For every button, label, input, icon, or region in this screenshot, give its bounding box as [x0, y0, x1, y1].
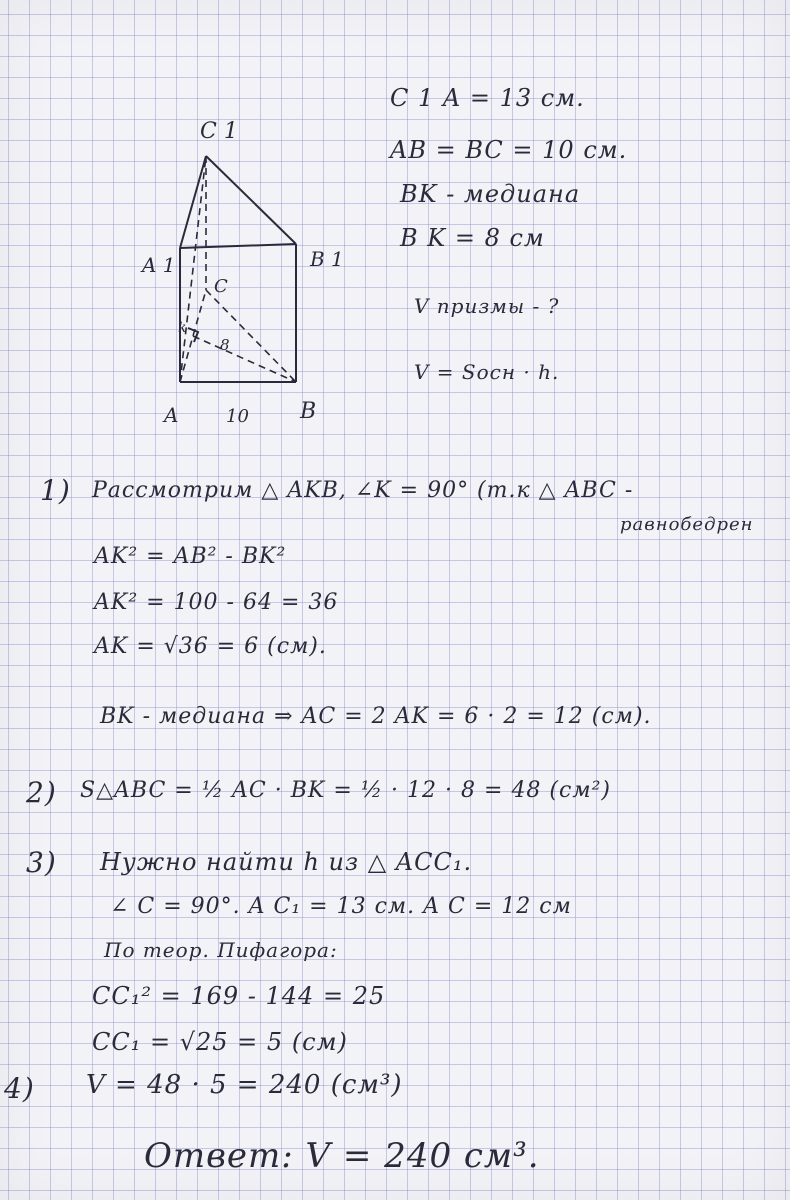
diag-a-c1	[180, 156, 206, 382]
label-bk-len: 8	[220, 336, 230, 354]
median-bk	[193, 336, 296, 382]
step-1-line-4: AK = √36 = 6 (см).	[94, 634, 327, 659]
label-c: C	[214, 276, 228, 297]
label-a1: A 1	[142, 253, 176, 277]
step-3-line-1: Нужно найти h из △ ACC₁.	[100, 848, 473, 876]
step-3-line-2: ∠ C = 90°. A C₁ = 13 см. A C = 12 см	[110, 894, 572, 919]
label-a: A	[164, 403, 179, 427]
step-1-line-1b: равнобедрен	[620, 514, 754, 535]
label-b1: B 1	[310, 247, 344, 271]
given-line-5: V призмы - ?	[414, 294, 560, 318]
label-b: B	[300, 399, 317, 424]
step-3-line-4: CC₁² = 169 - 144 = 25	[92, 982, 386, 1010]
step-2-number: 2)	[26, 776, 57, 809]
step-1-line-5: BK - медиана ⇒ AC = 2 AK = 6 · 2 = 12 (см).	[100, 704, 652, 729]
given-line-2: AB = BC = 10 см.	[390, 136, 628, 164]
step-1-number: 1)	[40, 474, 71, 507]
step-4-number: 4)	[4, 1072, 35, 1105]
given-line-6: V = Sосн · h.	[414, 360, 560, 384]
label-k: k	[178, 320, 187, 336]
step-1-line-1: Рассмотрим △ AKB, ∠K = 90° (т.к △ ABC -	[92, 478, 634, 503]
step-3-line-3: По теор. Пифагора:	[104, 938, 338, 962]
edge-a1-c1	[180, 156, 206, 248]
given-line-1: C 1 A = 13 см.	[390, 84, 585, 112]
answer-line: Ответ: V = 240 см³.	[144, 1136, 540, 1176]
step-2-line: S△ABC = ½ AC · BK = ½ · 12 · 8 = 48 (см²)	[80, 778, 611, 803]
edge-c1-b1	[206, 156, 296, 244]
step-4-line: V = 48 · 5 = 240 (см³)	[86, 1070, 403, 1100]
step-1-line-2: AK² = AB² - BK²	[94, 544, 287, 569]
label-ab-len: 10	[226, 406, 249, 427]
step-3-number: 3)	[26, 846, 57, 879]
edge-a1-b1	[180, 244, 296, 248]
prism-figure	[130, 100, 390, 440]
given-line-4: B K = 8 см	[400, 224, 545, 252]
step-3-line-5: CC₁ = √25 = 5 (см)	[92, 1028, 348, 1056]
label-c1: C 1	[200, 119, 238, 144]
step-1-line-3: AK² = 100 - 64 = 36	[94, 590, 339, 615]
given-line-3: BK - медиана	[400, 180, 581, 208]
